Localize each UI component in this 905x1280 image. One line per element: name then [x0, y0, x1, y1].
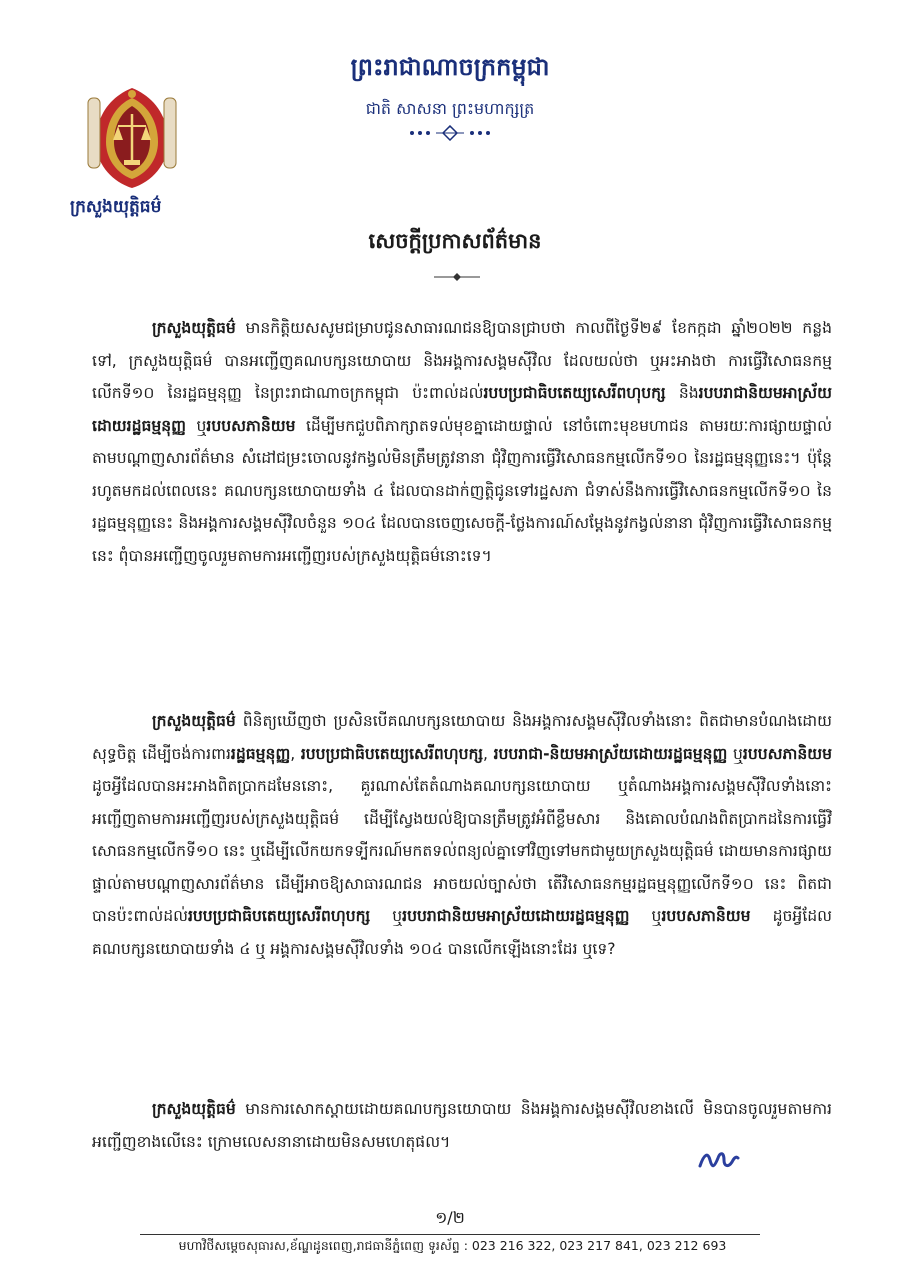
emphasis-text: របបប្រជាធិបតេយ្យសេរីពហុបក្ស: [187, 907, 371, 925]
ministry-seal-logo: [82, 84, 182, 192]
paragraph-text: ពិនិត្យឃើញថា ប្រសិនបើគណបក្សនយោបាយ និងអង្គការសង្គមស៊ីវិលទាំងនោះ ពិតជាមានបំណងដោយសុទ្ធចិត្ត ដើម្បីចង់ការពារ: [92, 712, 832, 763]
emphasis-text: រដ្ឋធម្មនុញ្ញ: [230, 744, 291, 763]
title-divider-ornament: [432, 272, 482, 282]
kingdom-heading: ព្រះរាជាណាចក្រកម្ពុជា: [350, 53, 550, 81]
footer-divider: [140, 1234, 760, 1235]
header-ornament-icon: [402, 125, 498, 141]
emphasis-text: របបសភានិយម: [742, 744, 832, 763]
paragraph-text: ឬ: [629, 907, 662, 925]
initial-signature-icon: [696, 1146, 742, 1172]
paragraph-text: ឬ: [186, 416, 207, 435]
national-motto: ជាតិ សាសនា ព្រះមហាក្សត្រ: [365, 99, 535, 118]
emphasis-text: របបសភានិយម: [206, 416, 296, 435]
emphasis-text: របបប្រជាធិបតេយ្យសេរីពហុបក្ស: [300, 744, 484, 763]
emphasis-text: របបសភានិយម: [661, 907, 751, 925]
paragraph-text: ,: [290, 744, 301, 763]
paragraph-text: មានកិត្តិយសសូមជម្រាបជូនសាធារណជនឱ្យបានជ្រាបថា កាលពីថ្ងៃទី២៩ ខែកក្កដា ឆ្នាំ២០២២ កន្លងទៅ, ក្រសួងយុត្តិធម៌ បានអញ្ជើញគណបក្សនយោបាយ និងអង្គការសង្គមស៊ីវិល ដែលយល់ថា ឬអះអាងថា ការធ្វើវិសោធនកម្មលើកទី១០ នៃរដ្ឋធម្មនុញ្ញ នៃព្រះរាជាណាចក្រកម្ពុជា ប៉ះពាល់ដល់: [92, 319, 832, 402]
paragraph-text: ដូចអ្វីដែលបានអះអាងពិតប្រាកដមែននោះ, គួរណាស់តែតំណាងគណបក្សនយោបាយ ឬតំណាងអង្គការសង្គមស៊ីវិលទាំងនោះ អញ្ជើញតាមការអញ្ជើញរបស់ក្រសួងយុត្តិធម៌ ដើម្បីស្វែងយល់ឱ្យបានត្រឹមត្រូវអំពីខ្លឹមសារ និងគោលបំណងពិតប្រាកដនៃការធ្វើវិសោធនកម្មលើកទី១០ នេះ ឬដើម្បីលើកយកទទ្បីករណ៍មកតទល់ពន្យល់គ្នាទៅវិញទៅមកជាមួយក្រសួងយុត្តិធម៌ ដោយមានការផ្សាយផ្ទាល់តាមបណ្ដាញសារព័ត៌មាន ដើម្បីអាចឱ្យសាធារណជន អាចយល់ច្បាស់ថា តើវិសោធនកម្មរដ្ឋធម្មនុញ្ញលើកទី១០ នេះ ពិតជាបានប៉ះពាល់ដល់: [92, 777, 832, 925]
emphasis-text: របបប្រជាធិបតេយ្យសេរីពហុបក្ស: [483, 384, 666, 402]
paragraph-lead: ក្រសួងយុត្តិធម៌: [152, 319, 236, 337]
body-paragraph-1: [92, 312, 832, 572]
emphasis-text: របបរាជានិយមអាស្រ័យដោយរដ្ឋធម្មនុញ្ញ: [402, 907, 630, 925]
page-number: ១/២: [435, 1208, 465, 1227]
paragraph-text: ឬ: [727, 744, 743, 763]
paragraph-lead: ក្រសួងយុត្តិធម៌: [152, 712, 236, 730]
paragraph-text: និង: [665, 384, 699, 402]
paragraph-lead: ក្រសួងយុត្តិធម៌: [152, 1100, 236, 1118]
footer-address: មហាវិថីសម្ដេចសុធារស,ខ័ណ្ឌដូនពេញ,រាជធានីភ្នំពេញ ទូរស័ព្ទ : 023 216 322, 023 217 841, 023 212 693: [178, 1238, 727, 1253]
paragraph-text: ឬ: [370, 907, 403, 925]
paragraph-text: ដូចអ្វីដែលគណបក្សនយោបាយទាំង ៤ ឬ អង្គការសង្គមស៊ីវិលទាំង ១០៤ បានលើកឡើងនោះដែរ ឬទេ?: [92, 907, 833, 958]
paragraph-text: ដើម្បីមកជួបពិភាក្សាតទល់មុខគ្នាដោយផ្ទាល់ នៅចំពោះមុខមហាជន តាមរយៈការផ្សាយផ្ទាល់តាមបណ្ដាញសារព័ត៌មាន សំដៅជម្រះចោលនូវកង្វល់មិនត្រឹមត្រូវនានា ជុំវិញការធ្វើវិសោធនកម្មលើកទី១០ នៃរដ្ឋធម្មនុញ្ញនេះ។ ប៉ុន្តែរហូតមកដល់ពេលនេះ គណបក្សនយោបាយទាំង ៤ ដែលបានដាក់ញត្តិជូនទៅរដ្ឋសភា ជំទាស់នឹងការធ្វើវិសោធនកម្មលើកទី១០ នៃរដ្ឋធម្មនុញ្ញនេះ និងអង្គការសង្គមស៊ីវិលចំនួន ១០៤ ដែលបានចេញសេចក្ដី-ថ្លែងការណ៍សម្ដែងនូវកង្វល់នានា ជុំវិញការធ្វើវិសោធនកម្មនេះ ពុំបានអញ្ជើញចូលរួមតាមការអញ្ជើញរបស់ក្រសួងយុត្តិធម៌នោះទេ។: [92, 416, 833, 565]
ministry-name-label: ក្រសួងយុត្តិធម៌: [70, 197, 162, 217]
paragraph-text: មានការសោកស្ដាយដោយគណបក្សនយោបាយ និងអង្គការសង្គមស៊ីវិលខាងលើ មិនបានចូលរួមតាមការអញ្ជើញខាងលើនេះ ក្រោមលេសនានាដោយមិនសមហេតុផល។: [92, 1100, 832, 1151]
body-paragraph-2: [92, 705, 832, 965]
emphasis-text: របបរាជា-និយមអាស្រ័យដោយរដ្ឋធម្មនុញ្ញ: [493, 744, 728, 763]
document-title: សេចក្ដីប្រកាសព័ត៌មាន: [368, 229, 542, 253]
paragraph-text: ,: [483, 744, 494, 763]
emphasis-text: របបរាជានិយមអាស្រ័យដោយរដ្ឋធម្មនុញ្ញ: [92, 384, 832, 435]
